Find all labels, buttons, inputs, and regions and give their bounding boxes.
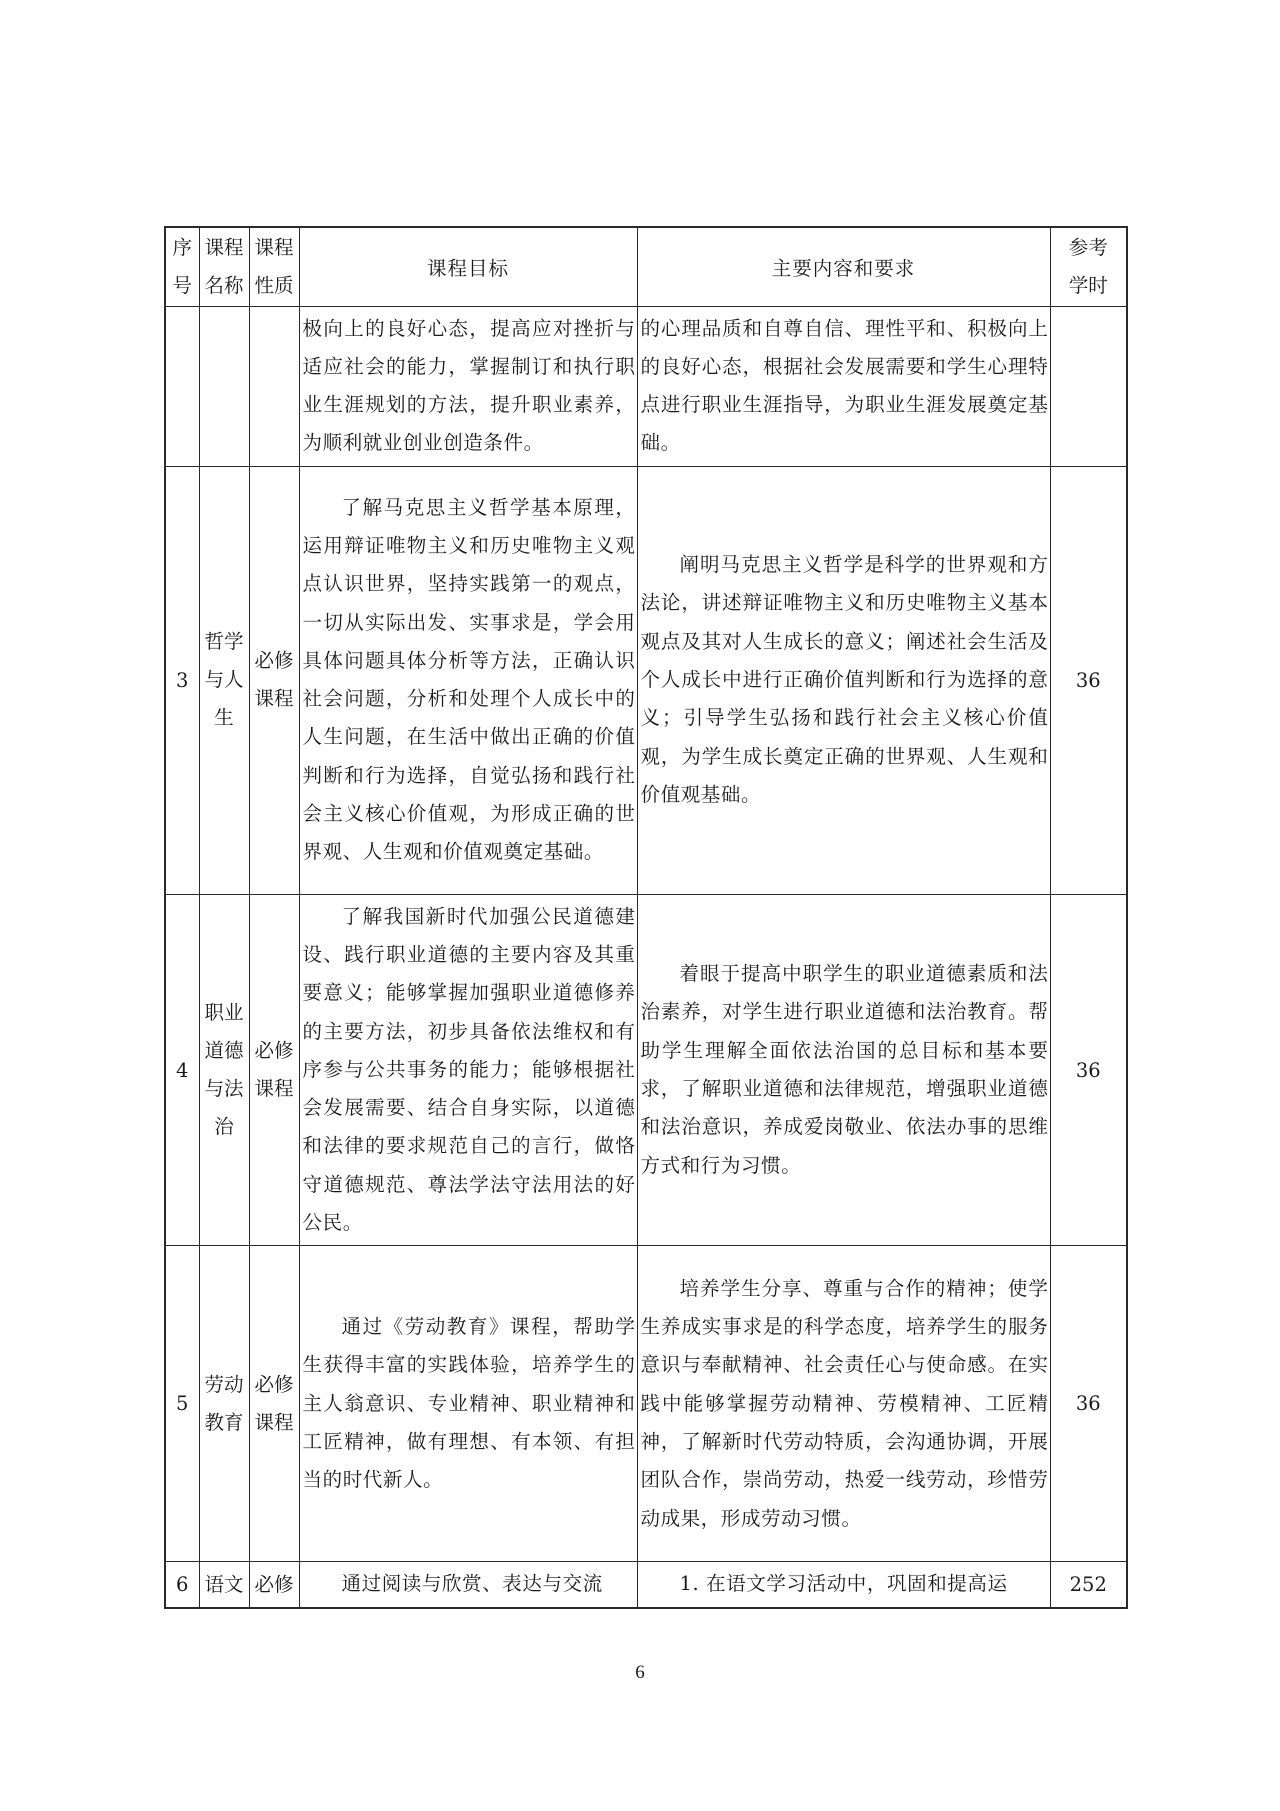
row-hours: 36	[1050, 1246, 1127, 1562]
row-course-name: 哲学 与人 生	[199, 466, 249, 894]
header-content-requirements: 主要内容和要求	[637, 227, 1050, 306]
row-seq: 4	[165, 894, 199, 1246]
header-course-name: 课程 名称	[199, 227, 249, 306]
page-number: 6	[635, 1662, 645, 1683]
table-row	[165, 466, 1127, 894]
row-course-nature: 必修 课程	[249, 894, 299, 1246]
table-row	[165, 1246, 1127, 1562]
row-course-name: 语文	[199, 1562, 249, 1608]
row-content: 着眼于提高中职学生的职业道德素质和法治素养，对学生进行职业道德和法治教育。帮助学生理解全面依法治国的总目标和基本要求，了解职业道德和法律规范，增强职业道德和法治意识，养成爱岗敬业、依法办事的思维方式和行为习惯。	[637, 894, 1050, 1246]
row-seq: 6	[165, 1562, 199, 1608]
header-course-nature: 课程 性质	[249, 227, 299, 306]
row-content: 1. 在语文学习活动中，巩固和提高运	[637, 1562, 1050, 1608]
header-seq: 序 号	[165, 227, 199, 306]
table-row	[165, 894, 1127, 1246]
row-course-nature: 必修 课程	[249, 1246, 299, 1562]
row-hours: 36	[1050, 466, 1127, 894]
row-hours: 36	[1050, 894, 1127, 1246]
row-hours: 252	[1050, 1562, 1127, 1608]
row-seq	[165, 306, 199, 466]
row-hours	[1050, 306, 1127, 466]
row-course-goal: 了解马克思主义哲学基本原理，运用辩证唯物主义和历史唯物主义观点认识世界，坚持实践第一的观点，一切从实际出发、实事求是，学会用具体问题具体分析等方法，正确认识社会问题，分析和处理个人成长中的人生问题，在生活中做出正确的价值判断和行为选择，自觉弘扬和践行社会主义核心价值观，为形成正确的世界观、人生观和价值观奠定基础。	[299, 466, 637, 894]
row-content: 的心理品质和自尊自信、理性平和、积极向上的良好心态，根据社会发展需要和学生心理特点进行职业生涯指导，为职业生涯发展奠定基础。	[637, 306, 1050, 466]
course-table	[164, 226, 1128, 1609]
row-seq: 3	[165, 466, 199, 894]
row-course-goal: 通过阅读与欣赏、表达与交流	[299, 1562, 637, 1608]
row-course-name: 劳动 教育	[199, 1246, 249, 1562]
row-course-name: 职业 道德 与法 治	[199, 894, 249, 1246]
header-row	[165, 227, 1127, 306]
row-course-nature: 必修	[249, 1562, 299, 1608]
table-row	[165, 306, 1127, 466]
row-content: 培养学生分享、尊重与合作的精神；使学生养成实事求是的科学态度，培养学生的服务意识与奉献精神、社会责任心与使命感。在实践中能够掌握劳动精神、劳模精神、工匠精神，了解新时代劳动特质，会沟通协调，开展团队合作，崇尚劳动，热爱一线劳动，珍惜劳动成果，形成劳动习惯。	[637, 1246, 1050, 1562]
row-course-name	[199, 306, 249, 466]
row-content: 阐明马克思主义哲学是科学的世界观和方法论，讲述辩证唯物主义和历史唯物主义基本观点及其对人生成长的意义；阐述社会生活及个人成长中进行正确价值判断和行为选择的意义；引导学生弘扬和践行社会主义核心价值观，为学生成长奠定正确的世界观、人生观和价值观基础。	[637, 466, 1050, 894]
row-course-goal: 了解我国新时代加强公民道德建设、践行职业道德的主要内容及其重要意义；能够掌握加强职业道德修养的主要方法，初步具备依法维权和有序参与公共事务的能力；能够根据社会发展需要、结合自身实际，以道德和法律的要求规范自己的言行，做恪守道德规范、尊法学法守法用法的好公民。	[299, 894, 637, 1246]
header-course-goal: 课程目标	[299, 227, 637, 306]
table-row	[165, 1562, 1127, 1608]
row-course-nature: 必修 课程	[249, 466, 299, 894]
row-course-nature	[249, 306, 299, 466]
row-course-goal: 极向上的良好心态，提高应对挫折与适应社会的能力，掌握制订和执行职业生涯规划的方法，提升职业素养，为顺利就业创业创造条件。	[299, 306, 637, 466]
row-seq: 5	[165, 1246, 199, 1562]
row-course-goal: 通过《劳动教育》课程，帮助学生获得丰富的实践体验，培养学生的主人翁意识、专业精神、职业精神和工匠精神，做有理想、有本领、有担当的时代新人。	[299, 1246, 637, 1562]
header-reference-hours: 参考 学时	[1050, 227, 1127, 306]
